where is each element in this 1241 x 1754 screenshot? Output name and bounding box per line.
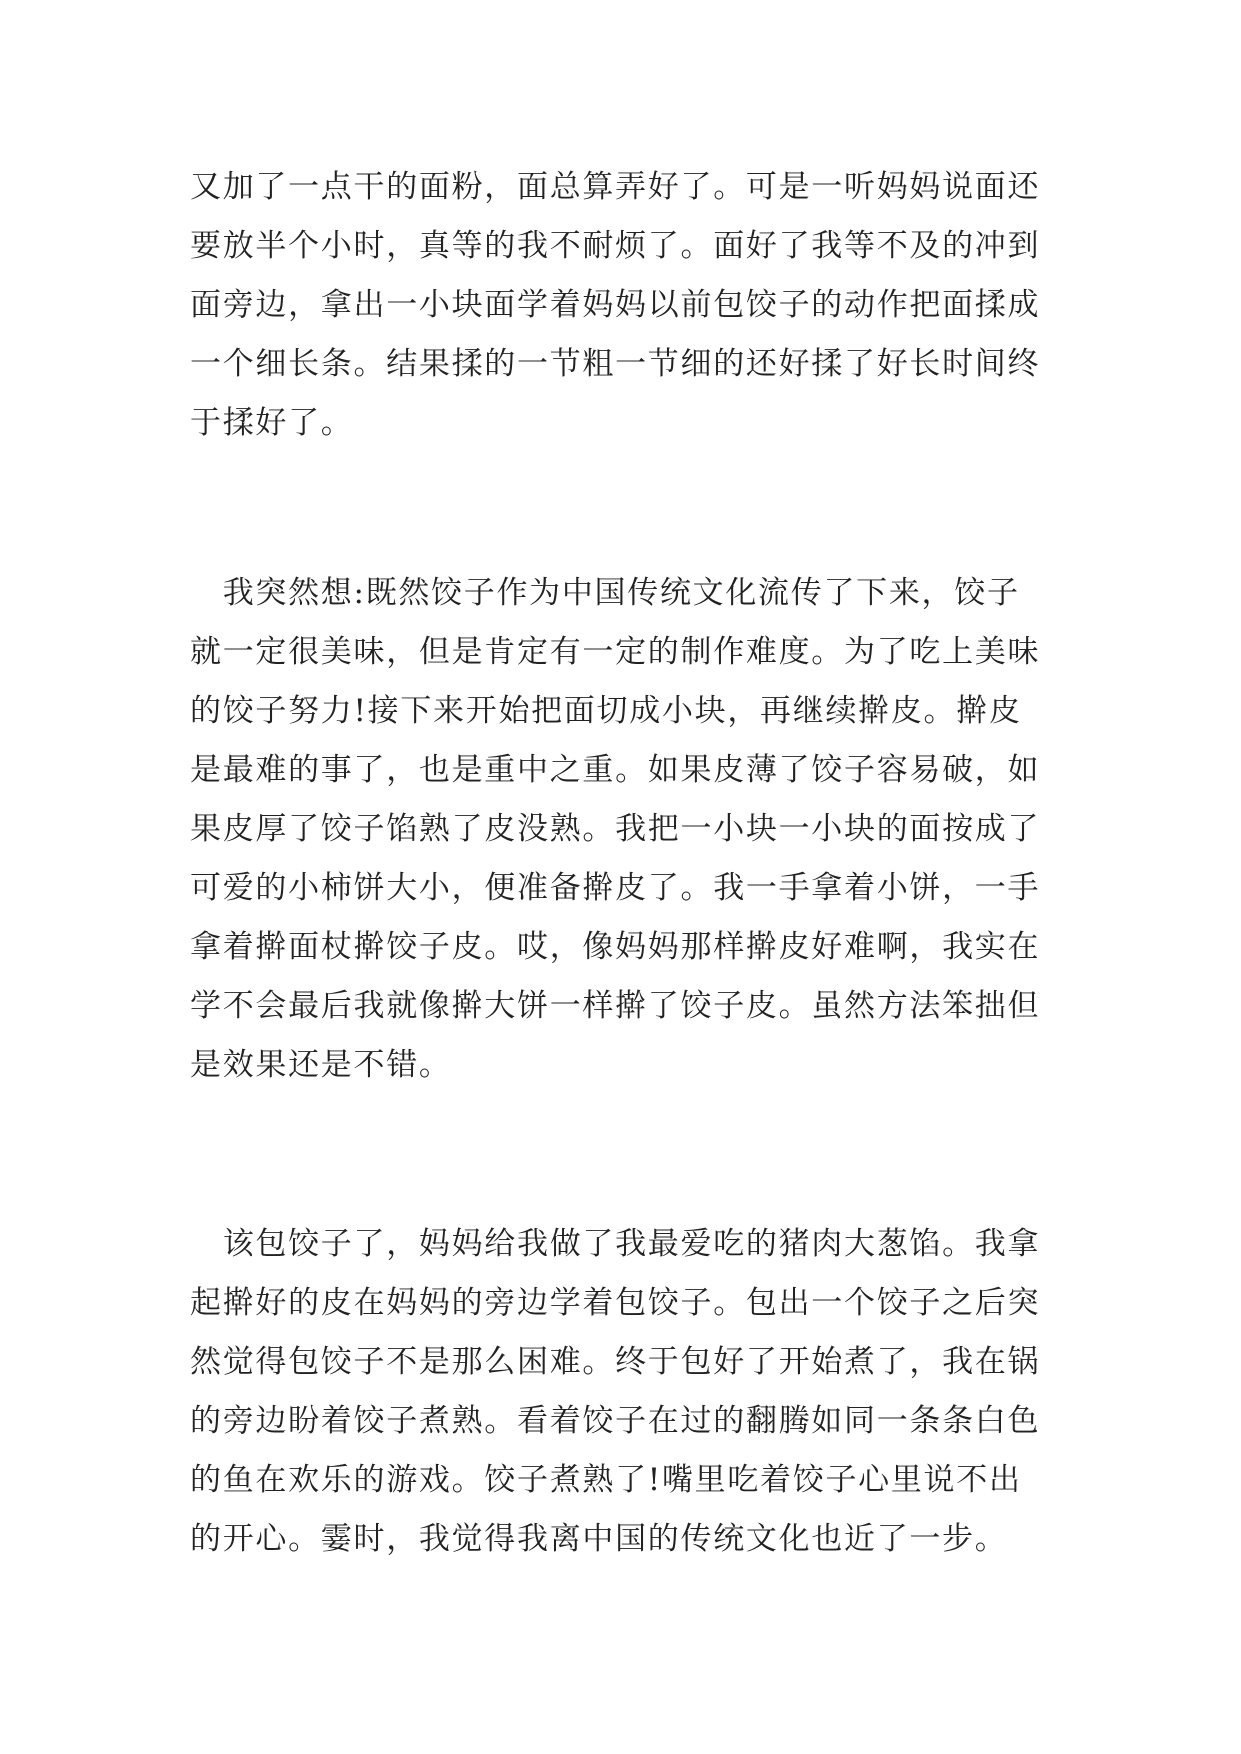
paragraph-line: 的饺子努力!接下来开始把面切成小块，再继续擀皮。擀皮 (190, 693, 1022, 729)
paragraph-line: 于揉好了。 (190, 405, 354, 441)
paragraph-line: 要放半个小时，真等的我不耐烦了。面好了我等不及的冲到 (190, 228, 1041, 264)
paragraph-line: 面旁边，拿出一小块面学着妈妈以前包饺子的动作把面揉成 (190, 287, 1041, 323)
paragraph-line: 又加了一点干的面粉，面总算弄好了。可是一听妈妈说面还 (190, 169, 1041, 205)
paragraph-line: 的开心。霎时，我觉得我离中国的传统文化也近了一步。 (190, 1521, 1008, 1557)
paragraph-line: 是效果还是不错。 (190, 1047, 452, 1083)
paragraph-line: 拿着擀面杖擀饺子皮。哎，像妈妈那样擀皮好难啊，我实在 (190, 929, 1041, 965)
paragraph-line: 是最难的事了，也是重中之重。如果皮薄了饺子容易破，如 (190, 752, 1041, 788)
paragraph-line: 就一定很美味，但是肯定有一定的制作难度。为了吃上美味 (190, 634, 1041, 670)
paragraph-line: 然觉得包饺子不是那么困难。终于包好了开始煮了，我在锅 (190, 1344, 1041, 1380)
paragraph-line: 一个细长条。结果揉的一节粗一节细的还好揉了好长时间终 (190, 346, 1041, 382)
paragraph-line: 该包饺子了，妈妈给我做了我最爱吃的猪肉大葱馅。我拿 (190, 1226, 1041, 1262)
paragraph-line: 的鱼在欢乐的游戏。饺子煮熟了!嘴里吃着饺子心里说不出 (190, 1462, 1022, 1498)
paragraph-line: 起擀好的皮在妈妈的旁边学着包饺子。包出一个饺子之后突 (190, 1285, 1041, 1321)
paragraph-1 (190, 158, 1070, 453)
paragraph-line: 的旁边盼着饺子煮熟。看着饺子在过的翻腾如同一条条白色 (190, 1403, 1041, 1439)
paragraph-line: 学不会最后我就像擀大饼一样擀了饺子皮。虽然方法笨拙但 (190, 988, 1041, 1024)
paragraph-line: 果皮厚了饺子馅熟了皮没熟。我把一小块一小块的面按成了 (190, 811, 1041, 847)
paragraph-line: 我突然想:既然饺子作为中国传统文化流传了下来，饺子 (190, 575, 1020, 611)
paragraph-line: 可爱的小柿饼大小，便准备擀皮了。我一手拿着小饼，一手 (190, 870, 1041, 906)
paragraph-3 (190, 1215, 1070, 1569)
paragraph-2 (190, 564, 1070, 1095)
